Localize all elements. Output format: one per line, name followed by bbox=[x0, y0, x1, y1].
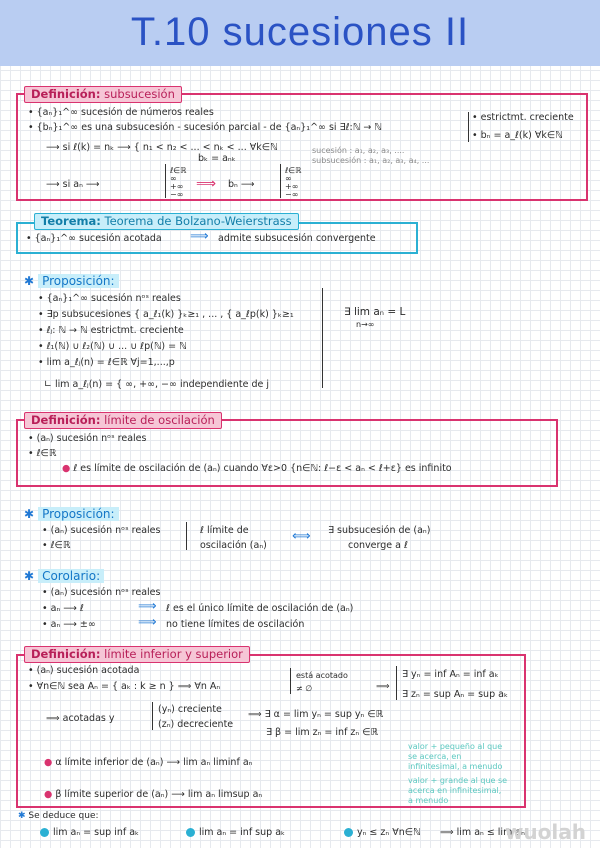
cor-line-3c: no tiene límites de oscilación bbox=[166, 619, 305, 630]
cor-line-3a: • aₙ ⟶ ±∞ bbox=[42, 619, 96, 630]
watermark-logo: wuolah bbox=[504, 820, 586, 844]
def1-brace-3 bbox=[280, 164, 281, 198]
def3-l5: ● β límite superior de (aₙ) ⟶ lim aₙ limsup aₙ bbox=[44, 789, 263, 800]
prop1-line-5: • lim a_ℓⱼ(n) = ℓ∈ℝ ∀j=1,...,p bbox=[38, 357, 175, 368]
def2-line-1: • (aₙ) sucesión nᵒˢ reales bbox=[28, 433, 147, 444]
definition-oscillation-tag: Definición: límite de oscilación bbox=[24, 412, 222, 429]
def3-l4-note: valor + pequeño al que se acerca, en infinitesimal, a menudo bbox=[408, 742, 503, 771]
prop2-line-1: • (aₙ) sucesión nᵒˢ reales bbox=[42, 525, 161, 536]
def1-line-2-b2: • bₙ = a_ℓ(k) ∀k∈ℕ bbox=[472, 130, 563, 141]
def3-l2c1: ∃ yₙ = inf Aₙ = inf aₖ bbox=[402, 669, 499, 680]
cor-line-1: • (aₙ) sucesión nᵒˢ reales bbox=[42, 587, 161, 598]
def1-l4c-2: ∞ bbox=[285, 174, 292, 183]
def1-line-3b: bₖ = aₙₖ bbox=[198, 153, 236, 164]
prop2-line-2: • ℓ∈ℝ bbox=[42, 540, 71, 551]
prop2-r2: converge a ℓ bbox=[348, 540, 408, 551]
def1-brace bbox=[468, 112, 469, 142]
bullet-icon bbox=[40, 828, 49, 837]
theorem-arrow: ⟹ bbox=[190, 229, 209, 244]
def3-brace-3 bbox=[152, 702, 153, 730]
title-banner bbox=[0, 0, 600, 66]
def1-line-2-b1: • estrictmt. creciente bbox=[472, 112, 574, 123]
def3-l4: ● α límite inferior de (aₙ) ⟶ lim aₙ liminf aₙ bbox=[44, 757, 253, 768]
bullet-dot: ● bbox=[44, 789, 53, 800]
deduce-formula-1: lim aₙ = sup inf aₖ bbox=[40, 826, 139, 839]
def1-line-4a: ⟶ si aₙ ⟶ bbox=[46, 179, 100, 190]
def3-l2b2: ≠ ∅ bbox=[296, 684, 313, 693]
def3-l3b2: (zₙ) decreciente bbox=[158, 719, 234, 730]
def1-l4e: −∞ bbox=[170, 190, 184, 199]
def2-line-3: ● ℓ es límite de oscilación de (aₙ) cuando ∀ε>0 {n∈ℕ: ℓ−ε < aₙ < ℓ+ε} es infinito bbox=[62, 463, 452, 474]
cor-line-2c: ℓ es el único límite de oscilación de (aₙ) bbox=[166, 603, 354, 614]
def1-line-3: ⟶ si ℓ(k) = nₖ ⟶ { n₁ < n₂ < ... < nₖ < ... ∀k∈ℕ bbox=[46, 142, 278, 153]
prop1-line-1: • {aₙ}₁^∞ sucesión nᵒˢ reales bbox=[38, 293, 181, 304]
deduce-formula-3: yₙ ≤ zₙ ∀n∈ℕ bbox=[344, 826, 421, 839]
bullet-dot: ● bbox=[44, 757, 53, 768]
def3-line-2: • ∀n∈ℕ sea Aₙ = { aₖ : k ≥ n } ⟹ ∀n Aₙ bbox=[28, 681, 221, 692]
prop2-mid-2: oscilación (aₙ) bbox=[200, 540, 267, 551]
def3-brace-1 bbox=[290, 668, 291, 694]
prop2-iff: ⟺ bbox=[292, 529, 311, 544]
star-icon: ✱ bbox=[24, 507, 35, 521]
def1-note-2: subsucesión : a₁, a₂, a₃, a₄, ... bbox=[312, 156, 430, 165]
def1-l4g: bₙ ⟶ bbox=[228, 179, 255, 190]
cor-arrow-2: ⟹ bbox=[138, 615, 157, 630]
def1-line-1: • {aₙ}₁^∞ sucesión de números reales bbox=[28, 107, 214, 118]
cor-arrow-1: ⟹ bbox=[138, 599, 157, 614]
def3-line-1: • (aₙ) sucesión acotada bbox=[28, 665, 140, 676]
proposition-1-heading: ✱ Proposición: bbox=[24, 274, 119, 288]
def2-line-2: • ℓ∈ℝ bbox=[28, 448, 57, 459]
def3-l3c1: ⟹ ∃ α = lim yₙ = sup yₙ ∈ℝ bbox=[248, 709, 384, 720]
star-icon: ✱ bbox=[24, 274, 35, 288]
bullet-icon bbox=[344, 828, 353, 837]
deduce-formula-2: lim aₙ = inf sup aₖ bbox=[186, 826, 285, 839]
def1-l4e-2: −∞ bbox=[285, 190, 299, 199]
theorem-line-a: • {aₙ}₁^∞ sucesión acotada bbox=[26, 233, 162, 244]
def1-l4c: ∞ bbox=[170, 174, 177, 183]
definition-liminf-limsup-tag: Definición: límite inferior y superior bbox=[24, 646, 250, 663]
def3-implies: ⟹ bbox=[376, 681, 390, 692]
definition-oscillation-box bbox=[16, 419, 558, 487]
def1-brace-2 bbox=[165, 164, 166, 198]
prop1-line-2: • ∃p subsucesiones { a_ℓ₁(k) }ₖ≥₁ , ... , { a_ℓp(k) }ₖ≥₁ bbox=[38, 309, 294, 320]
def1-l4d-2: +∞ bbox=[285, 182, 299, 191]
prop2-brace bbox=[186, 522, 187, 550]
prop1-line-6: ∟ lim a_ℓⱼ(n) = { ∞, +∞, −∞ independiente de j bbox=[44, 379, 270, 390]
page-title: T.10 sucesiones II bbox=[130, 10, 470, 54]
deduce-label: ✱ Se deduce que: bbox=[18, 811, 99, 821]
bullet-dot: ● bbox=[62, 463, 71, 474]
def3-l3a: ⟹ acotadas y bbox=[46, 713, 115, 724]
def1-implies: ⟹ bbox=[196, 176, 217, 192]
theorem-line-c: admite subsucesión convergente bbox=[218, 233, 376, 244]
def1-line-2: • {bₙ}₁^∞ es una subsucesión - sucesión parcial - de {aₙ}₁^∞ si ∃ℓ:ℕ → ℕ bbox=[28, 122, 382, 133]
star-icon: ✱ bbox=[18, 811, 26, 821]
deduce-formula-4: ⟹ lim aₙ ≤ lim aₙ bbox=[440, 827, 525, 838]
corollary-heading: ✱ Corolario: bbox=[24, 569, 104, 583]
bullet-icon bbox=[186, 828, 195, 837]
prop1-brace bbox=[322, 288, 323, 388]
cor-line-2a: • aₙ ⟶ ℓ bbox=[42, 603, 84, 614]
def3-l3b1: (yₙ) creciente bbox=[158, 704, 222, 715]
prop1-rhs: ∃ lim aₙ = L bbox=[344, 306, 406, 318]
def1-l4d: +∞ bbox=[170, 182, 184, 191]
prop1-line-4: • ℓ₁(ℕ) ∪ ℓ₂(ℕ) ∪ ... ∪ ℓp(ℕ) = ℕ bbox=[38, 341, 187, 352]
def3-brace-2 bbox=[396, 666, 397, 700]
def3-l2c2: ∃ zₙ = sup Aₙ = sup aₖ bbox=[402, 689, 508, 700]
prop2-r1: ∃ subsucesión de (aₙ) bbox=[328, 525, 431, 536]
proposition-2-heading: ✱ Proposición: bbox=[24, 507, 119, 521]
prop1-rhs-sub: n→∞ bbox=[356, 320, 375, 329]
def3-l2b1: está acotado bbox=[296, 671, 348, 680]
prop2-mid-1: ℓ límite de bbox=[200, 525, 249, 536]
def3-l3c2: ∃ β = lim zₙ = inf zₙ ∈ℝ bbox=[266, 727, 379, 738]
definition-subsequence-tag: Definición: subsucesión bbox=[24, 86, 182, 103]
def1-note-1: sucesión : a₁, a₂, a₃, .... bbox=[312, 146, 405, 155]
star-icon: ✱ bbox=[24, 569, 35, 583]
prop1-line-3: • ℓⱼ: ℕ → ℕ estrictmt. creciente bbox=[38, 325, 184, 336]
def1-l4b-2: ℓ∈ℝ bbox=[285, 166, 302, 175]
def1-l4b: ℓ∈ℝ bbox=[170, 166, 187, 175]
theorem-tag: Teorema: Teorema de Bolzano-Weierstrass bbox=[34, 213, 299, 230]
def3-l5-note: valor + grande al que se acerca en infinitesimal, a menudo bbox=[408, 776, 508, 805]
